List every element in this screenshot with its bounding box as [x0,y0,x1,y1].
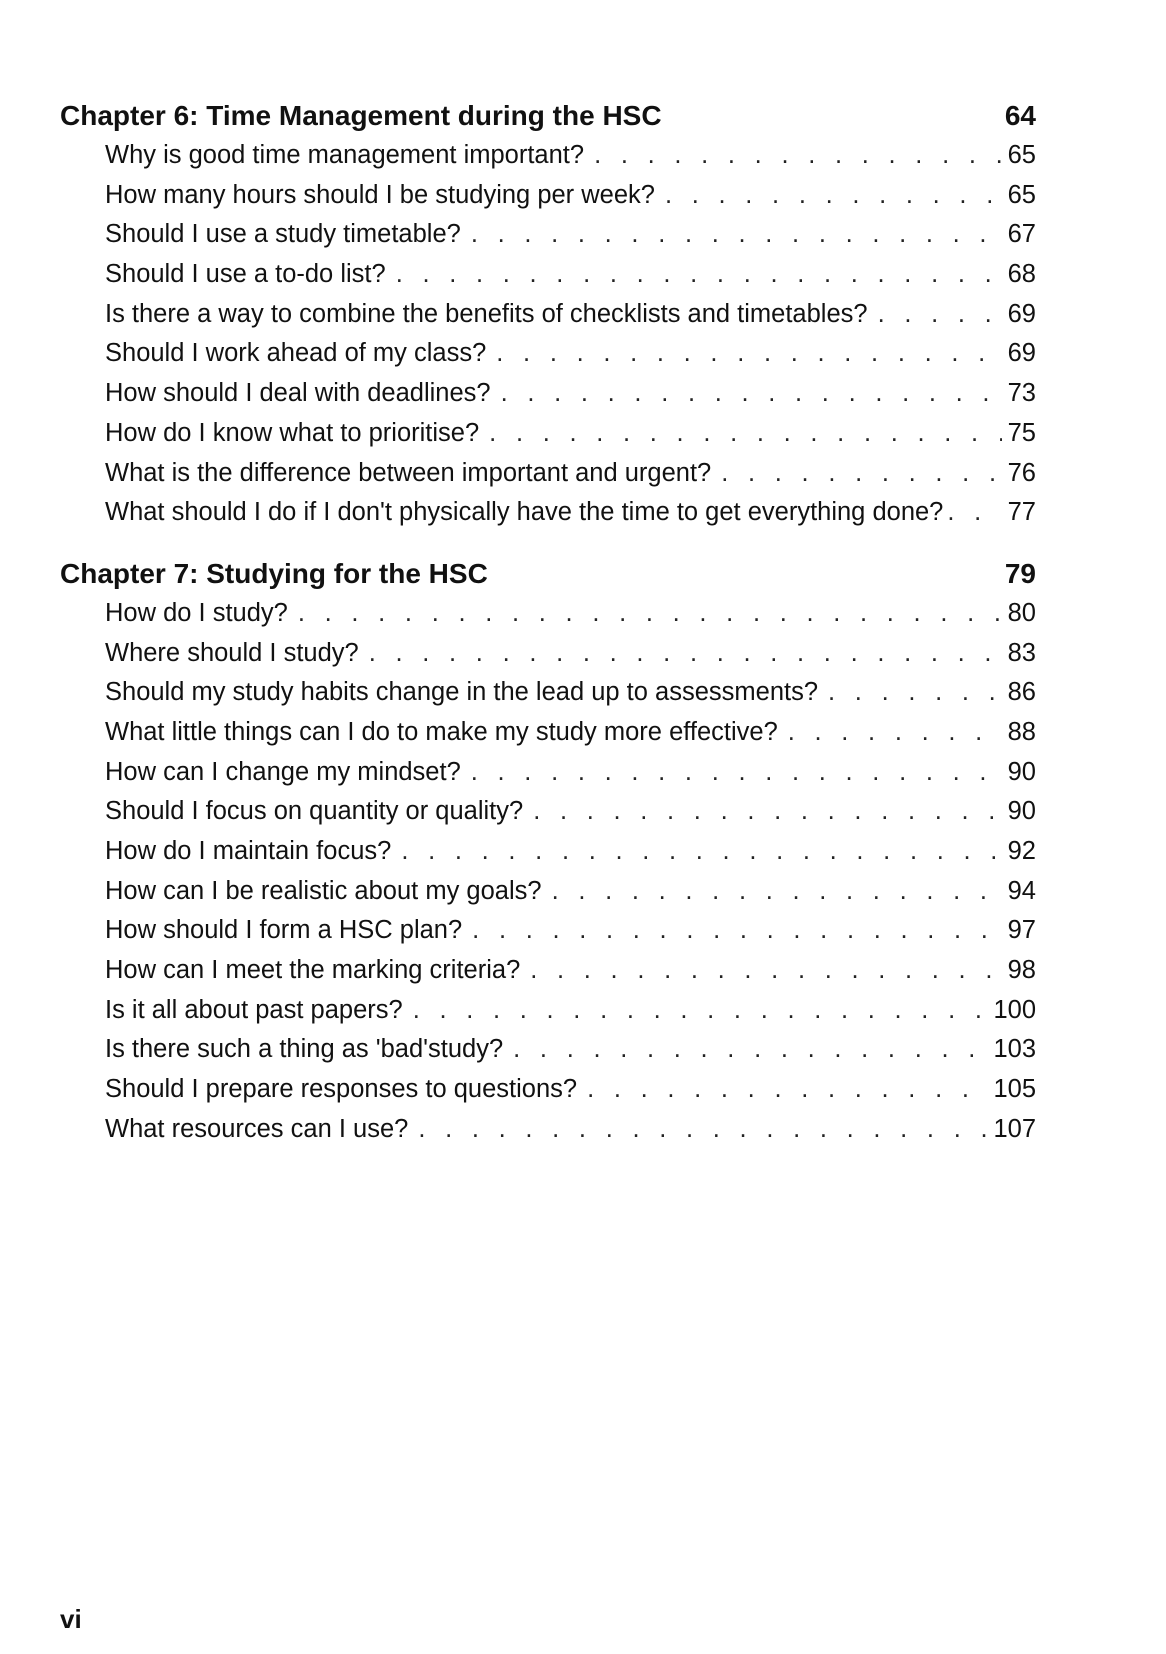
table-of-contents [60,96,1036,1171]
chapter-heading[interactable] [60,554,1036,594]
entry-page: 88 [1007,717,1036,746]
toc-entry[interactable] [105,1070,1036,1110]
chapter-6-section [60,96,1036,533]
toc-entry[interactable] [105,414,1036,454]
chapter-7-entries [60,594,1036,1150]
entry-page: 105 [993,1075,1036,1104]
dot-leader [530,951,1002,991]
chapter-page: 79 [1004,557,1036,589]
entry-page: 68 [1007,260,1036,289]
entry-page: 69 [1007,299,1036,328]
toc-entry[interactable] [105,634,1036,674]
entry-page: 83 [1007,638,1036,667]
page-number: vi [60,1604,82,1634]
entry-title: How can I meet the marking criteria? [105,956,521,985]
dot-leader [878,295,1002,335]
entry-title: Should I work ahead of my class? [105,339,487,368]
dot-leader [513,1030,989,1070]
entry-page: 90 [1007,757,1036,786]
entry-page: 67 [1007,220,1036,249]
entry-title: How can I change my mindset? [105,757,461,786]
toc-entry[interactable] [105,872,1036,912]
entry-title: Is there a way to combine the benefits of checklists and timetables? [105,299,868,328]
toc-entry[interactable] [105,1110,1036,1150]
toc-entry[interactable] [105,713,1036,753]
entry-title: Where should I study? [105,638,359,667]
entry-title: How many hours should I be studying per week? [105,180,655,209]
entry-title: What should I do if I don't physically have the time to get everything done? [105,498,944,527]
toc-entry[interactable] [105,753,1036,793]
dot-leader [587,1070,989,1110]
toc-entry[interactable] [105,215,1036,255]
chapter-6-entries [60,136,1036,533]
toc-entry[interactable] [105,295,1036,335]
dot-leader [788,713,1002,753]
entry-page: 73 [1007,379,1036,408]
toc-entry[interactable] [105,136,1036,176]
entry-title: Should I use a study timetable? [105,220,461,249]
toc-entry[interactable] [105,374,1036,414]
entry-title: How do I maintain focus? [105,837,392,865]
entry-page: 69 [1007,339,1036,368]
dot-leader [501,374,1002,414]
dot-leader [472,911,1002,951]
entry-title: Why is good time management important? [105,141,585,169]
toc-entry[interactable] [105,334,1036,374]
dot-leader [947,493,1002,533]
entry-page: 86 [1007,678,1036,707]
entry-page: 97 [1007,916,1036,945]
entry-page: 65 [1007,180,1036,209]
dot-leader [533,792,1002,832]
dot-leader [471,753,1002,793]
entry-title: Should I prepare responses to questions? [105,1075,578,1104]
toc-entry[interactable] [105,1030,1036,1070]
dot-leader [496,334,1002,374]
dot-leader [369,634,1002,674]
dot-leader [401,832,1002,872]
dot-leader [552,872,1002,912]
entry-title: Should I focus on quantity or quality? [105,797,524,826]
entry-page: 107 [993,1114,1036,1143]
chapter-title: Chapter 6: Time Management during the HSC [60,100,662,131]
entry-title: How can I be realistic about my goals? [105,876,542,905]
entry-page: 103 [993,1035,1036,1064]
entry-page: 94 [1007,876,1036,905]
entry-title: How do I know what to prioritise? [105,418,480,447]
entry-page: 75 [1007,418,1036,447]
dot-leader [418,1110,989,1150]
chapter-heading[interactable] [60,96,1036,136]
dot-leader [489,414,1002,454]
entry-title: What resources can I use? [105,1114,409,1143]
entry-title: How should I deal with deadlines? [105,379,491,408]
toc-entry[interactable] [105,911,1036,951]
toc-entry[interactable] [105,454,1036,494]
entry-page: 100 [993,995,1036,1024]
dot-leader [828,673,1002,713]
toc-entry[interactable] [105,176,1036,216]
entry-title: Is it all about past papers? [105,995,403,1024]
entry-title: Should I use a to-do list? [105,260,386,289]
chapter-page: 64 [1004,100,1036,131]
entry-page: 92 [1007,837,1036,865]
toc-entry[interactable] [105,991,1036,1031]
entry-title: Is there such a thing as 'bad'study? [105,1035,504,1064]
entry-page: 65 [1007,141,1036,169]
chapter-7-section [60,554,1036,1150]
entry-title: What is the difference between important and urgent? [105,458,712,487]
toc-entry[interactable] [105,673,1036,713]
toc-entry[interactable] [105,832,1036,872]
toc-entry[interactable] [105,951,1036,991]
toc-entry[interactable] [105,594,1036,634]
toc-entry[interactable] [105,255,1036,295]
toc-entry[interactable] [105,493,1036,533]
entry-page: 98 [1007,956,1036,985]
toc-entry[interactable] [105,792,1036,832]
dot-leader [471,215,1002,255]
dot-leader [721,454,1002,494]
dot-leader [396,255,1002,295]
dot-leader [298,594,1002,634]
dot-leader [413,991,990,1031]
entry-title: How should I form a HSC plan? [105,916,463,945]
entry-title: What little things can I do to make my study more effective? [105,717,778,746]
entry-title: Should my study habits change in the lead up to assessments? [105,678,819,707]
dot-leader [594,136,1002,176]
dot-leader [665,176,1002,216]
entry-page: 80 [1007,598,1036,627]
entry-title: How do I study? [105,598,288,627]
entry-page: 90 [1007,797,1036,826]
chapter-title: Chapter 7: Studying for the HSC [60,557,488,589]
entry-page: 76 [1007,458,1036,487]
entry-page: 77 [1007,498,1036,527]
